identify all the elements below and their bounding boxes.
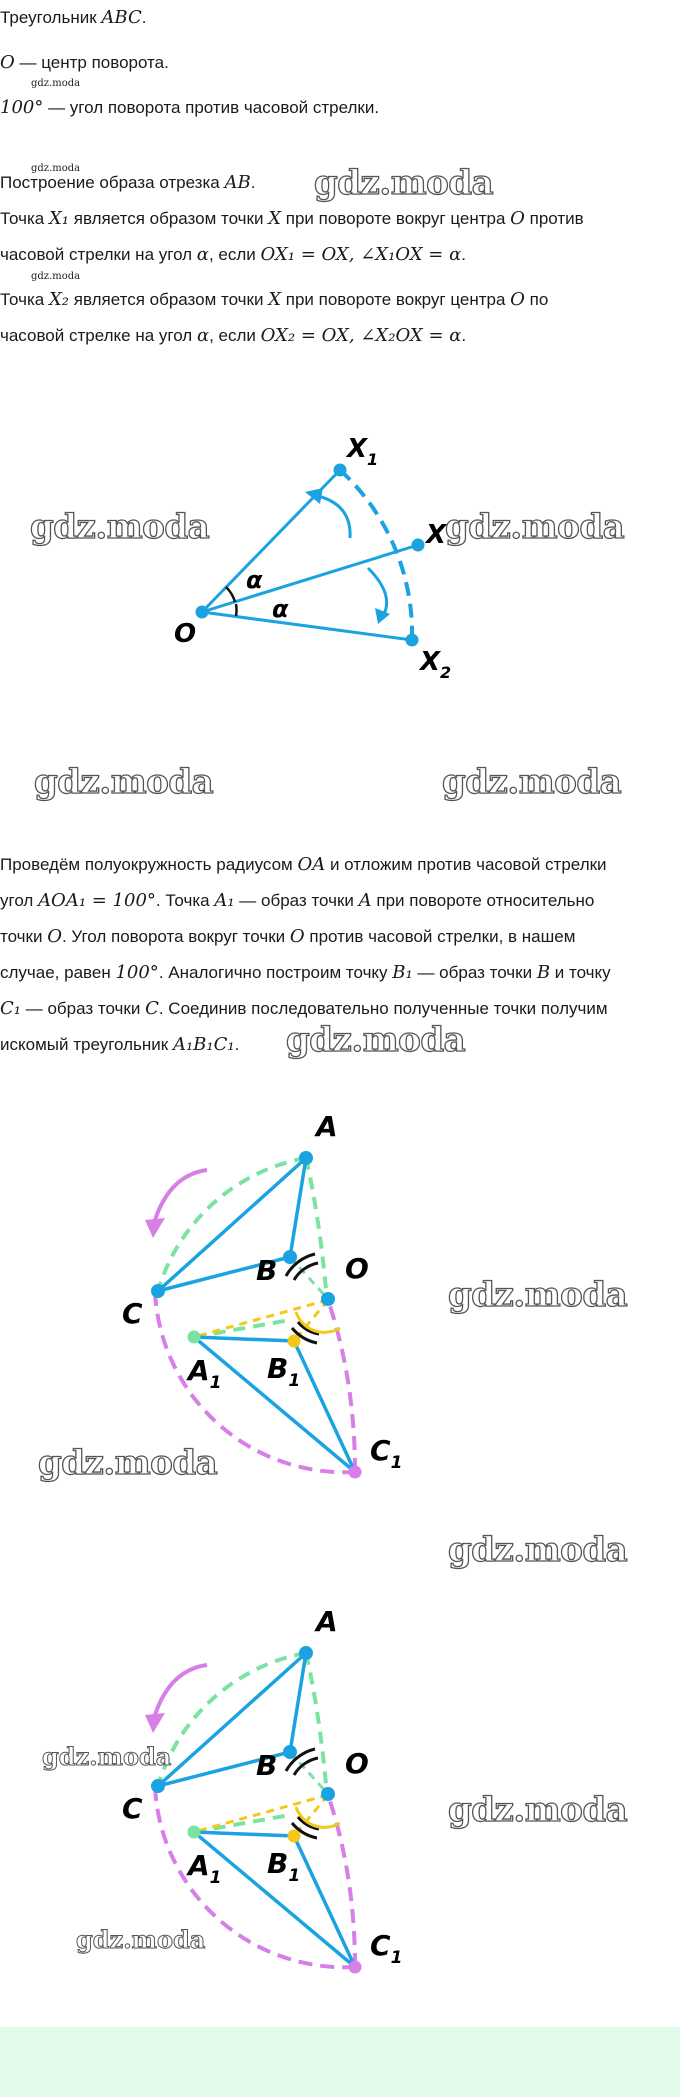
watermark: gdz.moda <box>286 1020 466 1060</box>
point-b <box>283 1745 297 1759</box>
label-o: O <box>345 1252 369 1285</box>
point-x2 <box>406 634 419 647</box>
intro-line-angle: 100° — угол поворота против часовой стрелки. <box>0 97 380 118</box>
rotate-ccw-arrow <box>318 496 350 538</box>
point-a <box>299 1646 313 1660</box>
watermark: gdz.moda <box>314 163 494 203</box>
explanation-line-3: точки O. Угол поворота вокруг точки O против часовой стрелки, в нашем <box>0 926 576 947</box>
arc-x1-x2 <box>340 470 412 640</box>
construction-x1-line2: часовой стрелки на угол α, если OX₁ = OX, ∠X₁OX = α. <box>0 244 466 265</box>
label-b1: $B_1$ <box>267 1847 301 1886</box>
point-a1 <box>188 1331 201 1344</box>
point-a1 <box>188 1826 201 1839</box>
watermark-small: gdz.moda <box>31 163 81 174</box>
explanation-line-1: Проведём полуокружность радиусом OA и отложим против часовой стрелки <box>0 854 607 875</box>
construction-heading: Построение образа отрезка AB. <box>0 172 256 193</box>
watermark: gdz.moda <box>442 762 622 802</box>
watermark: gdz.moda <box>448 1790 628 1830</box>
explanation-line-5: C₁ — образ точки C. Соединив последовательно полученные точки получим <box>0 998 608 1019</box>
point-o <box>321 1292 335 1306</box>
intro-line-center: O — центр поворота. <box>0 52 169 73</box>
watermark: gdz.moda <box>448 1275 628 1315</box>
explanation-line-2: угол AOA₁ = 100°. Точка A₁ — образ точки A при повороте относительно <box>0 890 595 911</box>
construction-x1-line1: Точка X₁ является образом точки X при повороте вокруг центра O против <box>0 208 584 229</box>
point-c1 <box>349 1961 362 1974</box>
explanation-line-4: случае, равен 100°. Аналогично построим точку B₁ — образ точки B и точку <box>0 962 611 983</box>
point-a <box>299 1151 313 1165</box>
rotate-cw-arrow <box>368 568 387 616</box>
construction-x2-line1: Точка X₂ является образом точки X при повороте вокруг центра O по <box>0 289 549 310</box>
label-c: C <box>122 1792 143 1825</box>
rotate-cw-arrowhead <box>375 608 390 624</box>
watermark-small: gdz.moda <box>31 78 81 89</box>
label-alpha-1: α <box>246 566 263 594</box>
rotation-figure <box>0 420 680 710</box>
label-b: B <box>256 1749 278 1782</box>
label-x: X <box>426 520 447 550</box>
label-x2: $X_2$ <box>420 647 452 682</box>
point-c <box>151 1284 165 1298</box>
label-o: O <box>345 1747 369 1780</box>
intro-line-triangle: Треугольник ABC. <box>0 7 147 28</box>
label-x1: $X_1$ <box>347 434 379 469</box>
explanation-line-6: искомый треугольник A₁B₁C₁. <box>0 1034 240 1055</box>
watermark-small: gdz.moda <box>31 271 81 282</box>
point-x1 <box>334 464 347 477</box>
point-b1 <box>288 1830 301 1843</box>
watermark: gdz.moda <box>42 1742 172 1771</box>
point-o <box>321 1787 335 1801</box>
watermark: gdz.moda <box>76 1925 206 1954</box>
label-o: O <box>174 619 197 649</box>
label-c1: $C_1$ <box>370 1929 403 1968</box>
watermark: gdz.moda <box>448 1530 628 1570</box>
angle-arc-1 <box>226 587 235 602</box>
label-a: A <box>316 1110 338 1143</box>
angle-arc-2 <box>236 604 237 616</box>
label-b: B <box>256 1254 278 1287</box>
point-c1 <box>349 1466 362 1479</box>
label-a: A <box>316 1605 338 1638</box>
label-alpha-2: α <box>272 595 289 623</box>
footer-band <box>0 2027 680 2097</box>
watermark: gdz.moda <box>38 1443 218 1483</box>
point-o <box>196 606 209 619</box>
watermark: gdz.moda <box>445 507 625 547</box>
label-a1: $A_1$ <box>188 1849 222 1888</box>
watermark: gdz.moda <box>30 507 210 547</box>
label-b1: $B_1$ <box>267 1352 301 1391</box>
label-c1: $C_1$ <box>370 1434 403 1473</box>
watermark: gdz.moda <box>34 762 214 802</box>
point-b1 <box>288 1335 301 1348</box>
point-b <box>283 1250 297 1264</box>
label-a1: $A_1$ <box>188 1354 222 1393</box>
point-c <box>151 1779 165 1793</box>
label-c: C <box>122 1297 143 1330</box>
construction-x2-line2: часовой стрелке на угол α, если OX₂ = OX, ∠X₂OX = α. <box>0 325 467 346</box>
point-x <box>412 539 425 552</box>
